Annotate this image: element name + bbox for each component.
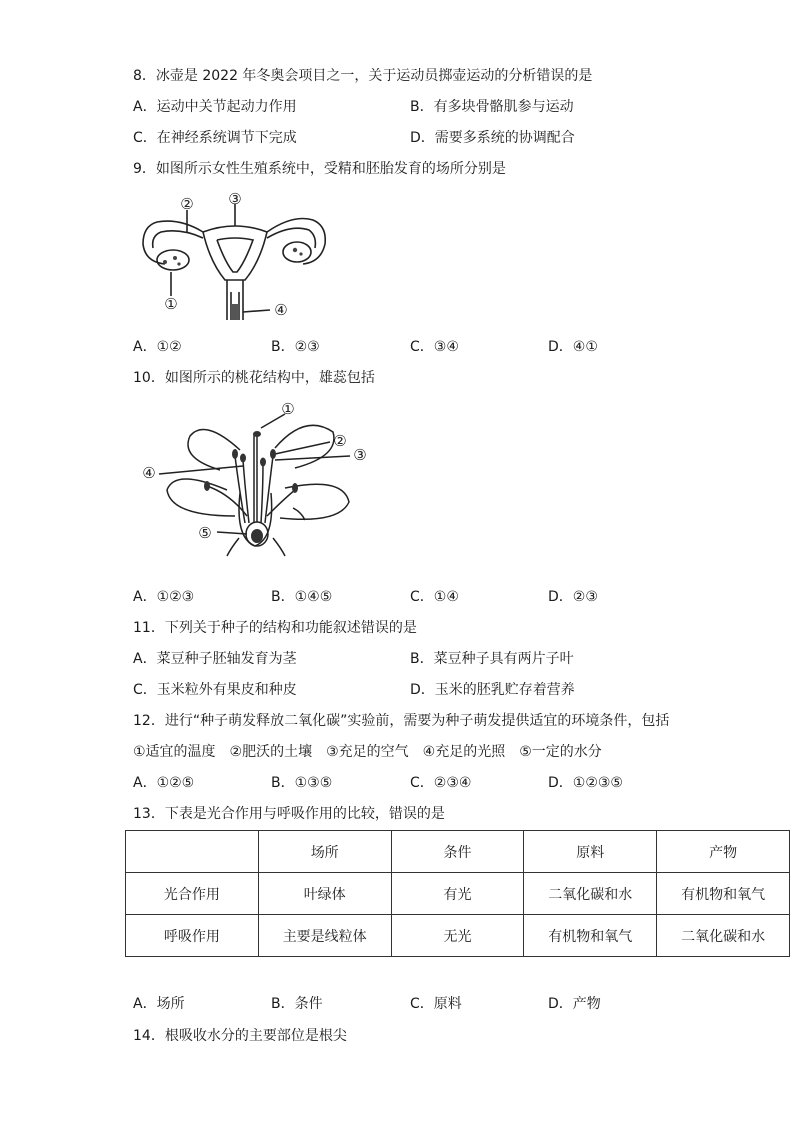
table-row [126, 873, 790, 915]
q10-figure-label-5: ⑤ [198, 524, 212, 542]
q10-figure-label-3: ③ [353, 446, 367, 464]
table-header-row [126, 831, 790, 873]
q12-conditions: ①适宜的温度 ②肥沃的土壤 ③充足的空气 ④充足的光照 ⑤一定的水分 [133, 744, 602, 760]
q10-figure-label-1: ① [281, 400, 295, 418]
table-cell: 主要是线粒体 [258, 915, 391, 957]
q13-option-b[interactable]: B．条件 [271, 996, 323, 1012]
q9-option-b[interactable]: B．②③ [271, 339, 320, 355]
peach-flower-structure-figure [135, 398, 375, 558]
q10-stem: 10．如图所示的桃花结构中，雄蕊包括 [133, 370, 375, 386]
table-header-cell: 条件 [391, 831, 524, 873]
q10-option-b[interactable]: B．①④⑤ [271, 589, 333, 605]
q10-option-c[interactable]: C．①④ [410, 589, 459, 605]
q13-option-a[interactable]: A．场所 [133, 996, 185, 1012]
q8-option-b[interactable]: B．有多块骨骼肌参与运动 [410, 99, 574, 115]
q12-option-b[interactable]: B．①③⑤ [271, 775, 333, 791]
q11-option-c[interactable]: C．玉米粒外有果皮和种皮 [133, 682, 297, 698]
comparison-table [125, 830, 790, 957]
q11-stem: 11．下列关于种子的结构和功能叙述错误的是 [133, 620, 417, 636]
table-header-cell: 原料 [524, 831, 657, 873]
q12-stem: 12．进行“种子萌发释放二氧化碳”实验前，需要为种子萌发提供适宜的环境条件，包括 [133, 713, 670, 729]
q8-option-d[interactable]: D．需要多系统的协调配合 [410, 130, 575, 146]
q9-figure-label-3: ③ [228, 192, 242, 208]
q9-figure-label-2: ② [180, 195, 194, 213]
table-cell: 呼吸作用 [126, 915, 259, 957]
table-header-cell: 产物 [657, 831, 790, 873]
table-cell: 二氧化碳和水 [524, 873, 657, 915]
q10-option-a[interactable]: A．①②③ [133, 589, 195, 605]
table-cell: 有机物和氧气 [657, 873, 790, 915]
q9-figure-label-1: ① [164, 295, 178, 313]
table-cell: 二氧化碳和水 [657, 915, 790, 957]
q12-option-c[interactable]: C．②③④ [410, 775, 472, 791]
q10-option-d[interactable]: D．②③ [548, 589, 598, 605]
q9-option-a[interactable]: A．①② [133, 339, 182, 355]
table-cell: 有机物和氧气 [524, 915, 657, 957]
q8-option-a[interactable]: A．运动中关节起动力作用 [133, 99, 297, 115]
q9-option-d[interactable]: D．④① [548, 339, 598, 355]
q11-option-d[interactable]: D．玉米的胚乳贮存着营养 [410, 682, 575, 698]
table-cell: 光合作用 [126, 873, 259, 915]
q13-option-c[interactable]: C．原料 [410, 996, 462, 1012]
q14-stem: 14．根吸收水分的主要部位是根尖 [133, 1028, 347, 1044]
q9-figure-label-4: ④ [274, 301, 288, 319]
q11-option-b[interactable]: B．菜豆种子具有两片子叶 [410, 651, 574, 667]
table-header-cell: 场所 [258, 831, 391, 873]
table-header-cell [126, 831, 259, 873]
female-reproductive-system-figure [135, 192, 335, 327]
q12-option-d[interactable]: D．①②③⑤ [548, 775, 623, 791]
q11-option-a[interactable]: A．菜豆种子胚轴发育为茎 [133, 651, 297, 667]
q9-stem: 9．如图所示女性生殖系统中，受精和胚胎发育的场所分别是 [133, 161, 506, 177]
table-cell: 有光 [391, 873, 524, 915]
table-row [126, 915, 790, 957]
q13-option-d[interactable]: D．产物 [548, 996, 601, 1012]
q8-option-c[interactable]: C．在神经系统调节下完成 [133, 130, 297, 146]
q9-option-c[interactable]: C．③④ [410, 339, 459, 355]
q10-figure-label-4: ④ [142, 464, 156, 482]
table-cell: 无光 [391, 915, 524, 957]
q12-option-a[interactable]: A．①②⑤ [133, 775, 195, 791]
q13-stem: 13．下表是光合作用与呼吸作用的比较，错误的是 [133, 806, 445, 822]
q10-figure-label-2: ② [333, 432, 347, 450]
table-cell: 叶绿体 [258, 873, 391, 915]
q8-stem: 8．冰壶是 2022 年冬奥会项目之一，关于运动员掷壶运动的分析错误的是 [133, 68, 593, 84]
